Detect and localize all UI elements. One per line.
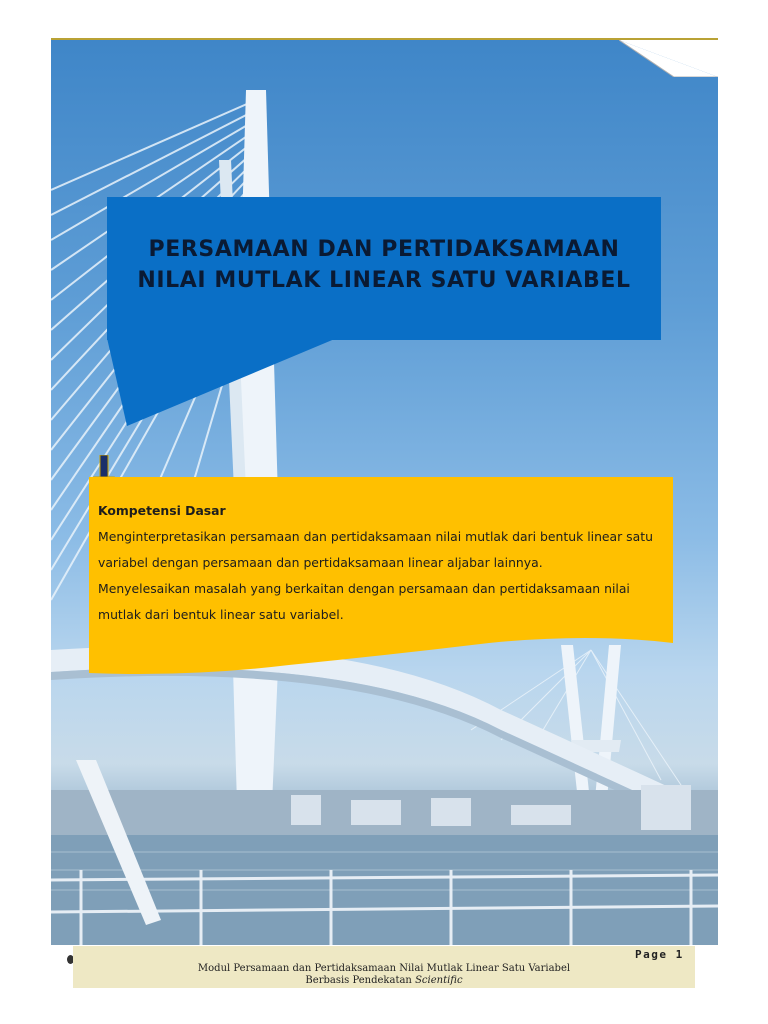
kompetensi-heading: Kompetensi Dasar (98, 503, 226, 518)
cover-title (107, 234, 661, 296)
page-curl-icon (619, 40, 718, 77)
footer-module-title: Modul Persamaan dan Pertidaksamaan Nilai Mutlak Linear Satu Variabel (197, 963, 571, 974)
kompetensi-line: Menyelesaikan masalah yang berkaitan dengan persamaan dan pertidaksamaan nilai (98, 581, 630, 596)
footer-approach (73, 975, 695, 986)
footer-approach-prefix: Berbasis Pendekatan (305, 975, 416, 986)
kompetensi-line: variabel dengan persamaan dan pertidaksamaan linear aljabar lainnya. (98, 555, 543, 570)
kompetensi-line: mutlak dari bentuk linear satu variabel. (98, 607, 344, 622)
title-callout-tail (107, 338, 347, 428)
cover-title-line1: PERSAMAAN DAN PERTIDAKSAMAAN (148, 237, 620, 262)
footer-approach-italic: Scientific (415, 975, 463, 986)
kompetensi-content (98, 498, 668, 628)
kompetensi-line: Menginterpretasikan persamaan dan pertidaksamaan nilai mutlak dari bentuk linear satu (98, 529, 653, 544)
page-number: Page 1 (635, 948, 684, 961)
cover-title-line2: NILAI MUTLAK LINEAR SATU VARIABEL (137, 268, 631, 293)
